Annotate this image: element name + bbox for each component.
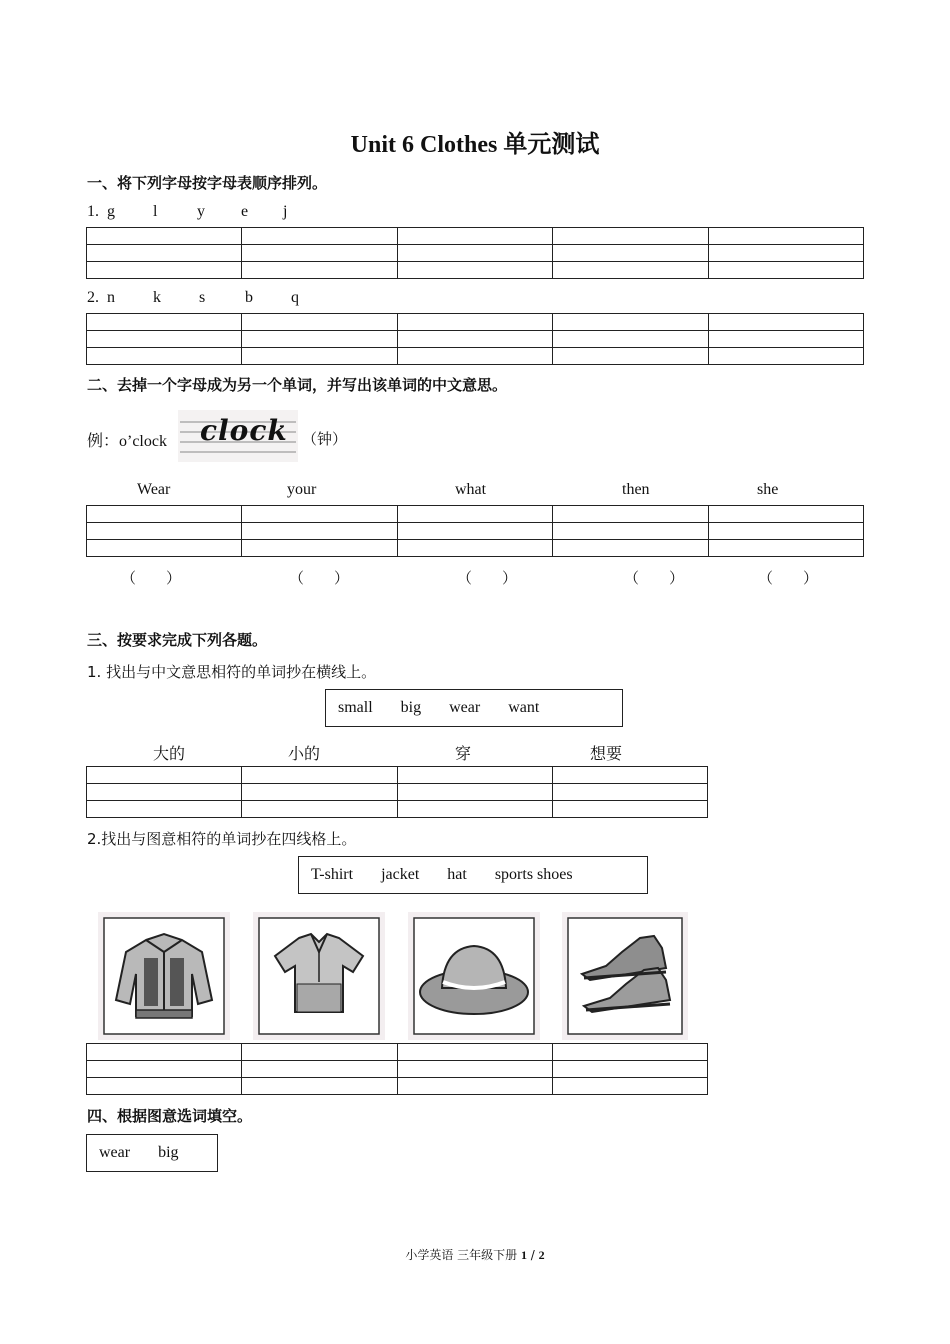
meaning-blank-3[interactable]: （ ） (457, 569, 518, 587)
example-label: 例：o’clock (87, 433, 167, 450)
q1-letters: 1. g l y e j (87, 203, 288, 220)
example-meaning: （钟） (302, 430, 348, 448)
shirt-picture (253, 912, 385, 1040)
meaning-blank-2[interactable]: （ ） (289, 569, 350, 587)
example-answer-word: clock (200, 414, 288, 447)
q3-1-instruction: 1. 找出与中文意思相符的单词抄在横线上。 (87, 663, 377, 681)
q2-letters: 2. n k s b q (87, 289, 299, 306)
section2-heading: 二、去掉一个字母成为另一个单词，并写出该单词的中文意思。 (87, 376, 508, 394)
meaning-big: 大的 (153, 744, 186, 763)
meaning-wear: 穿 (455, 744, 472, 763)
word-bank-section4: wear big (86, 1134, 218, 1172)
shirt-icon (253, 912, 385, 1040)
word-1: Wear (137, 481, 171, 498)
q3-2-instruction: 2.找出与图意相符的单词抄在四线格上。 (87, 830, 357, 848)
word-bank-q3-1: small big wear want (325, 689, 623, 727)
section1-heading: 一、将下列字母按字母表顺序排列。 (87, 174, 328, 192)
hat-icon (408, 912, 540, 1040)
word-5: she (757, 481, 779, 498)
writing-grid-q3-1[interactable] (86, 766, 708, 818)
sports-shoes-picture (562, 912, 688, 1040)
meaning-blank-5[interactable]: （ ） (758, 569, 819, 587)
meaning-blank-1[interactable]: （ ） (121, 569, 182, 587)
hat-picture (408, 912, 540, 1040)
writing-grid-q2[interactable] (86, 313, 864, 365)
jacket-picture (98, 912, 230, 1040)
writing-grid-q3-2[interactable] (86, 1043, 708, 1095)
word-bank-q3-2: T-shirt jacket hat sports shoes (298, 856, 648, 894)
word-3: what (455, 481, 487, 498)
section3-heading: 三、按要求完成下列各题。 (87, 631, 268, 649)
sports-shoes-icon (562, 912, 688, 1040)
writing-grid-section2[interactable] (86, 505, 864, 557)
page-title: Unit 6 Clothes 单元测试 (350, 132, 600, 158)
meaning-want: 想要 (590, 744, 623, 763)
section4-heading: 四、根据图意选词填空。 (87, 1107, 253, 1125)
jacket-icon (98, 912, 230, 1040)
writing-grid-q1[interactable] (86, 227, 864, 279)
example-answer-lines (178, 410, 298, 462)
meaning-small: 小的 (288, 744, 321, 763)
word-2: your (287, 481, 317, 498)
meaning-blank-4[interactable]: （ ） (624, 569, 685, 587)
page-footer: 小学英语 三年级下册 1 / 2 (405, 1248, 545, 1262)
word-4: then (622, 481, 650, 498)
